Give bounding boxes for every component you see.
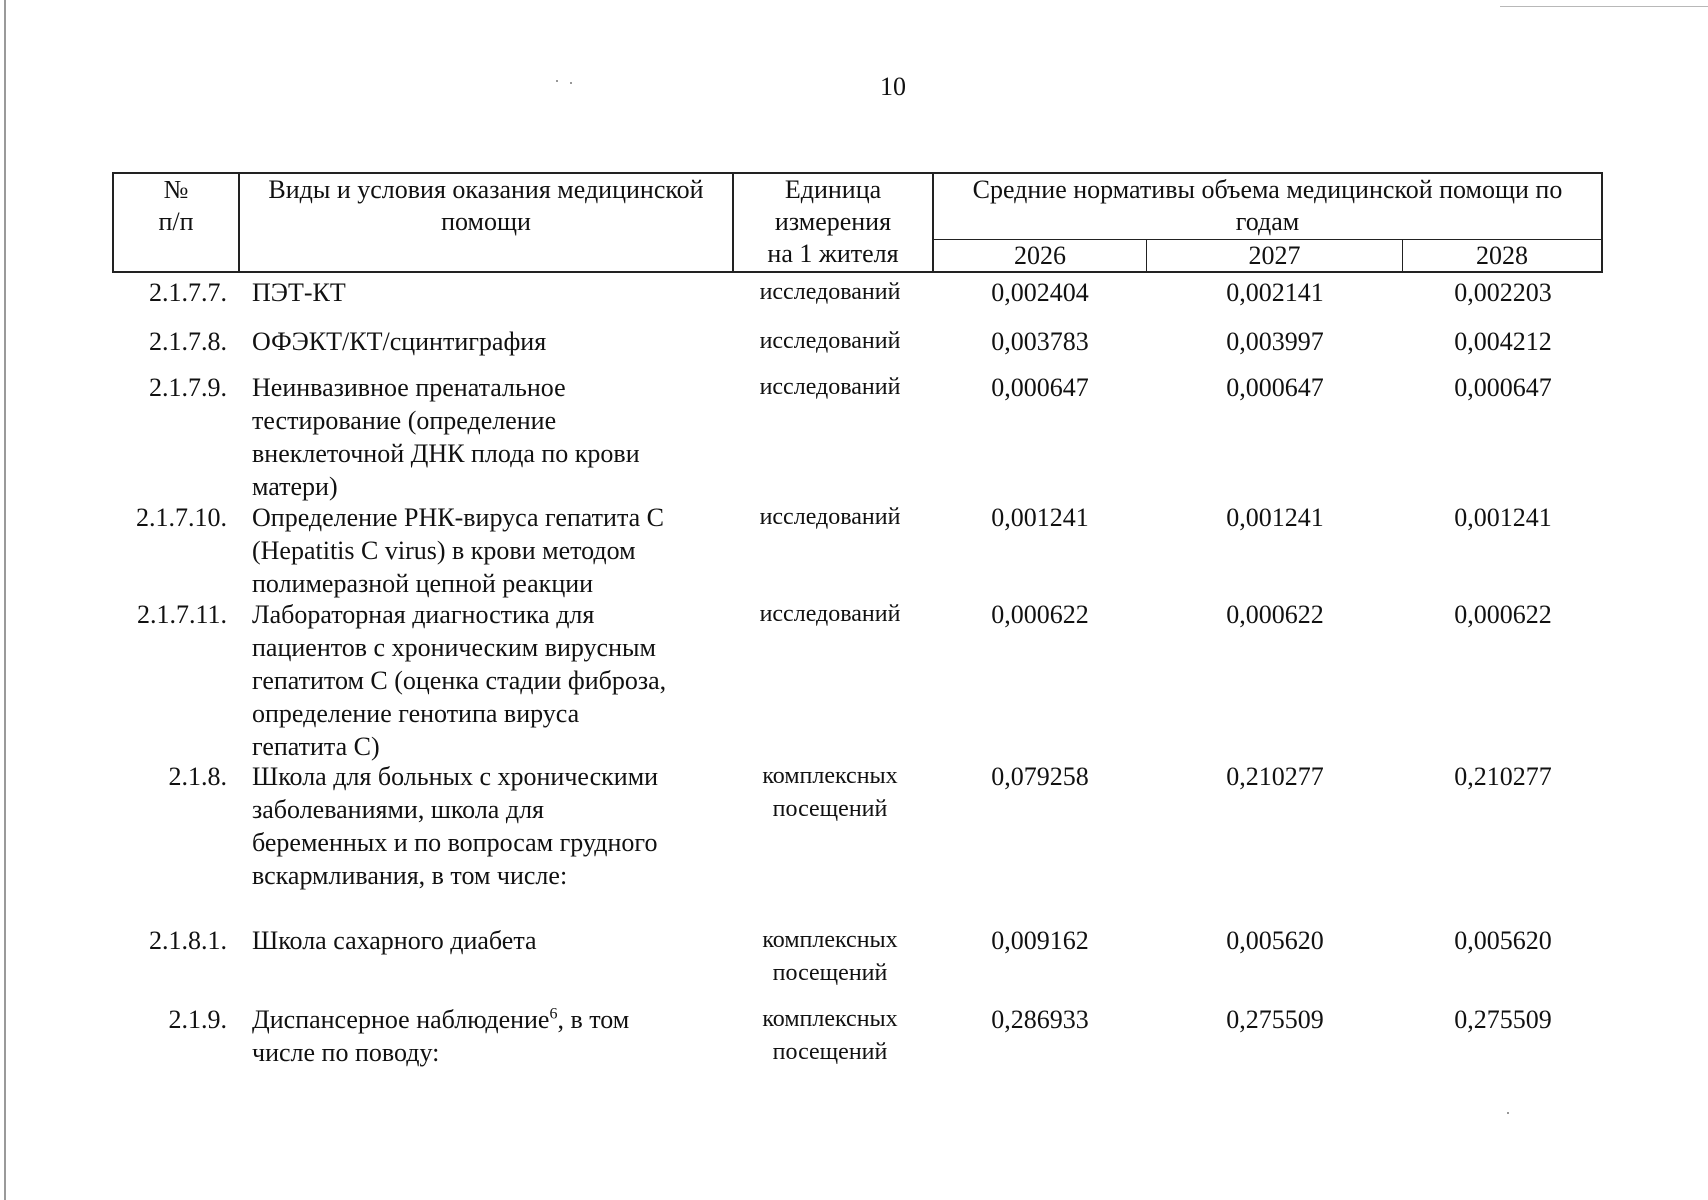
row-unit-line: исследований (759, 601, 901, 627)
header-name-line: Виды и условия оказания медицинской (268, 175, 704, 204)
row-value-2026: 0,003783 (991, 327, 1089, 356)
header-name-line: помощи (441, 207, 531, 236)
row-value-2028: 0,210277 (1454, 762, 1552, 791)
row-number: 2.1.9. (168, 1005, 227, 1034)
row-unit-line: посещений (772, 796, 888, 822)
row-name (252, 371, 722, 503)
row-name-line: внеклеточной ДНК плода по крови (252, 439, 640, 468)
row-value-2026: 0,002404 (991, 278, 1089, 307)
row-value-2027: 0,002141 (1226, 278, 1324, 307)
row-value-2026: 0,000622 (991, 600, 1089, 629)
row-name (252, 760, 722, 892)
row-name-text: Диспансерное наблюдение (252, 1005, 550, 1034)
row-name-line: вскармливания, в том числе: (252, 861, 568, 890)
row-name-line: числе по поводу: (252, 1038, 440, 1067)
row-name-line: ПЭТ-КТ (252, 278, 346, 307)
row-value-2028: 0,002203 (1454, 278, 1552, 307)
row-number: 2.1.7.11. (136, 600, 227, 629)
row-number: 2.1.7.9. (149, 373, 227, 402)
row-value-2026: 0,000647 (991, 373, 1089, 402)
row-name-line: гепатитом С (оценка стадии фиброза, (252, 666, 667, 695)
row-unit (735, 760, 925, 826)
row-value-2028: 0,000647 (1454, 373, 1552, 402)
row-name-line: Школа сахарного диабета (252, 926, 537, 955)
row-number: 2.1.8.1. (149, 926, 227, 955)
row-name-line: (Hepatitis С virus) в крови методом (252, 536, 636, 565)
page-number: 10 (880, 72, 906, 101)
header-unit-line: измерения (774, 207, 892, 236)
row-value-2026: 0,001241 (991, 503, 1089, 532)
row-value-2027: 0,275509 (1226, 1005, 1324, 1034)
footnote-marker: 6 (549, 1005, 558, 1023)
row-unit-line: исследований (759, 374, 901, 400)
row-value-2027: 0,001241 (1226, 503, 1324, 532)
header-unit-line: на 1 жителя (767, 239, 899, 268)
header-year-2026: 2026 (1014, 241, 1066, 270)
row-number: 2.1.8. (168, 762, 227, 791)
row-number: 2.1.7.7. (149, 278, 227, 307)
row-value-2028: 0,275509 (1454, 1005, 1552, 1034)
row-name-line: гепатита С) (252, 732, 380, 761)
row-value-2027: 0,005620 (1226, 926, 1324, 955)
row-name (252, 325, 722, 358)
row-name (252, 598, 722, 763)
row-unit-line: комплексных (762, 927, 898, 953)
row-name (252, 924, 722, 957)
row-value-2026: 0,286933 (991, 1005, 1089, 1034)
row-value-2028: 0,005620 (1454, 926, 1552, 955)
row-unit (735, 924, 925, 990)
row-unit (735, 1003, 925, 1069)
row-name-line: Школа для больных с хроническими (252, 762, 659, 791)
row-name-line: Лабораторная диагностика для (252, 600, 595, 629)
row-unit (735, 276, 925, 309)
row-unit-line: исследований (759, 328, 901, 354)
row-value-2026: 0,009162 (991, 926, 1089, 955)
row-unit-line: комплексных (762, 763, 898, 789)
row-value-2028: 0,004212 (1454, 327, 1552, 356)
row-name (252, 1003, 722, 1069)
row-number: 2.1.7.10. (136, 503, 227, 532)
row-name-line (252, 1003, 722, 1036)
row-name-line: тестирование (определение (252, 406, 557, 435)
header-year-2027: 2027 (1248, 241, 1301, 270)
row-value-2026: 0,079258 (991, 762, 1089, 791)
row-unit (735, 501, 925, 534)
row-unit (735, 598, 925, 631)
row-name-line: заболеваниями, школа для (252, 795, 545, 824)
row-name (252, 276, 722, 309)
row-unit (735, 371, 925, 404)
row-name-line: Определение РНК-вируса гепатита С (252, 503, 665, 532)
row-value-2027: 0,000647 (1226, 373, 1324, 402)
row-name-line: полимеразной цепной реакции (252, 569, 594, 598)
row-value-2027: 0,210277 (1226, 762, 1324, 791)
header-number-line: п/п (158, 207, 194, 236)
header-norms-line: годам (1235, 207, 1300, 236)
row-unit-line: комплексных (762, 1006, 898, 1032)
row-unit-line: посещений (772, 1039, 888, 1065)
row-unit-line: исследований (759, 504, 901, 530)
row-number: 2.1.7.8. (149, 327, 227, 356)
header-year-2028: 2028 (1476, 241, 1528, 270)
row-name-line: пациентов с хроническим вирусным (252, 633, 656, 662)
row-name-line: беременных и по вопросам грудного (252, 828, 658, 857)
row-name-line: определение генотипа вируса (252, 699, 580, 728)
row-name-line: Неинвазивное пренатальное (252, 373, 566, 402)
row-name (252, 501, 722, 600)
header-unit-line: Единица (784, 175, 882, 204)
row-name-line: матери) (252, 472, 338, 501)
row-name-text-tail: , в том (557, 1005, 630, 1034)
row-unit-line: посещений (772, 960, 888, 986)
header-number-line: № (163, 175, 189, 204)
row-value-2028: 0,001241 (1454, 503, 1552, 532)
row-value-2028: 0,000622 (1454, 600, 1552, 629)
row-unit-line: исследований (759, 279, 901, 305)
row-value-2027: 0,000622 (1226, 600, 1324, 629)
row-name-line: ОФЭКТ/КТ/сцинтиграфия (252, 327, 547, 356)
row-value-2027: 0,003997 (1226, 327, 1324, 356)
row-unit (735, 325, 925, 358)
header-norms-line: Средние нормативы объема медицинской помощи по (972, 175, 1563, 204)
